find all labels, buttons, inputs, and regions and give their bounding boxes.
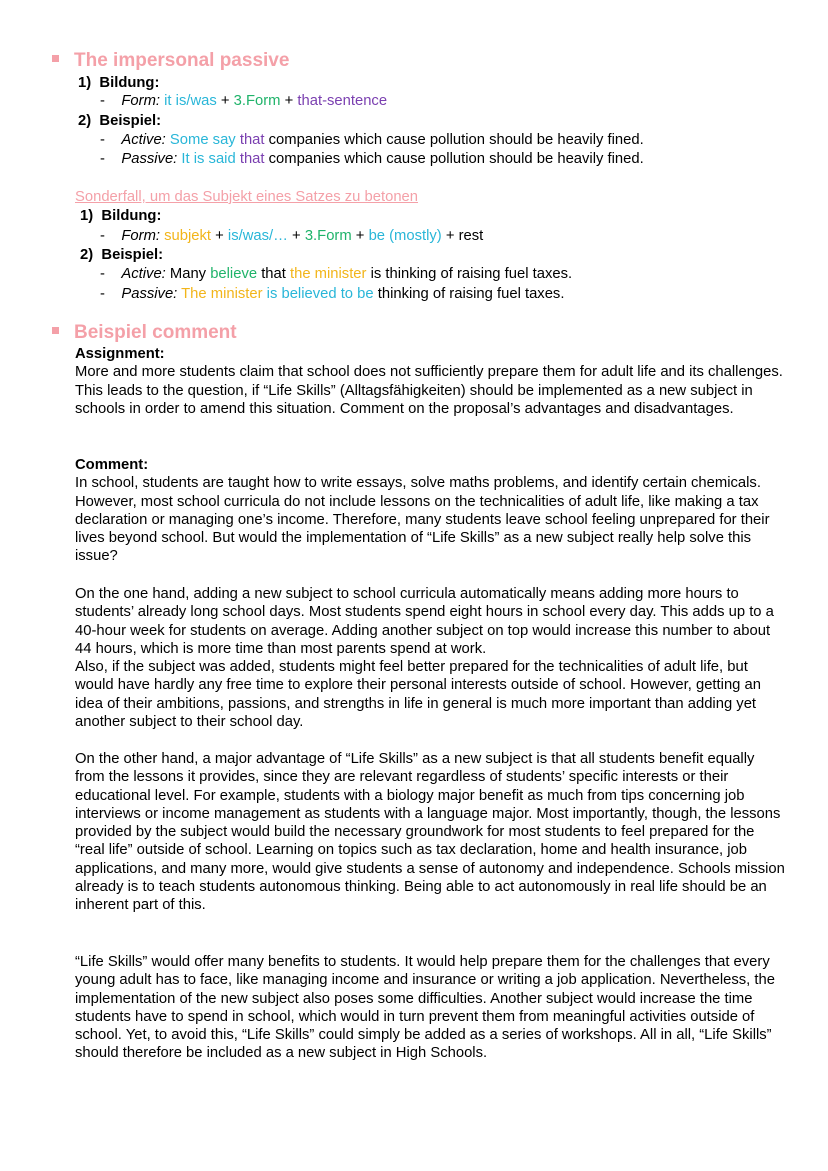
sonder-form-line: - Form: subjekt + is/was/… + 3.Form + be (mostly) + rest	[100, 228, 484, 244]
square-bullet-icon	[52, 55, 59, 62]
assignment-text: More and more students claim that school does not sufficiently prepare them for adult life and its challenges. This leads to the question, if “Life Skills” (Alltagsfähigkeiten) should be implemented as a new subject in schools in order to amend this situation. Comment on the proposal’s advantages and disadvantages.	[75, 364, 783, 417]
bildung-heading: 1) Bildung:	[78, 75, 160, 91]
form-line: - Form: it is/was + 3.Form + that-sentence	[100, 93, 388, 109]
comment-paragraph-2b: Also, if the subject was added, students might feel better prepared for the technicalities of adult life, but would have hardly any free time to explore their personal interests outside of school. However, getting an idea of their ambitions, passions, and strengths in life in general is much more important than adding yet another subject to their school day.	[75, 659, 761, 731]
sonderfall-heading: Sonderfall, um das Subjekt eines Satzes zu betonen	[75, 189, 419, 205]
active-example: - Active: Some say that companies which cause pollution should be heavily fined.	[100, 132, 644, 148]
sonder-bildung-heading: 1) Bildung:	[80, 208, 162, 224]
comment-label: Comment:	[75, 457, 149, 473]
comment-paragraph-2	[75, 585, 785, 731]
passive-example: - Passive: It is said that companies which cause pollution should be heavily fined.	[100, 151, 644, 167]
comment-paragraph-4: “Life Skills” would offer many benefits to students. It would help prepare them for the challenges that every young adult has to face, like managing income and insurance or writing a job application. Nevertheless, the implementation of the new subject also poses some difficulties. Another subject would increase the time students have to spend in school, which would in turn prevent them from meaningful activities outside of school. Yet, to avoid this, “Life Skills” could simply be added as a series of workshops. All in all, “Life Skills” should therefore be included as a new subject in High Schools.	[75, 954, 775, 1062]
assignment-label: Assignment:	[75, 346, 165, 362]
section-heading-beispiel-comment: Beispiel comment	[52, 322, 237, 344]
sonder-beispiel-heading: 2) Beispiel:	[80, 247, 164, 263]
assignment-block	[75, 345, 785, 418]
section-heading-impersonal-passive: The impersonal passive	[52, 50, 289, 72]
comment-paragraph-3: On the other hand, a major advantage of “Life Skills” as a new subject is that all students benefit equally from the lessons it provides, since they are relevant regardless of students’ specific interests or their educational level. For example, students with a biology major benefit as much from tips concerning job interviews or income management as students with a language major. Most importantly, though, the lessons provided by the subject would build the necessary groundwork for most students to feel prepared for the “real life” outside of school. Learning on topics such as tax declaration, home and health insurance, job applications, and many more, would give students a sense of autonomy and independence. Schools mission already is to teach students autonomous thinking. Being able to act autonomously in real life should be an inherent part of this.	[75, 751, 785, 914]
comment-paragraph-2a: On the one hand, adding a new subject to school curricula automatically means adding more hours to students’ already long school days. Most students spend eight hours in school every day. This adds up to a 40-hour week for students on average. Adding another subject on top would increase this number to about 44 hours, which is more time than most parents spend at work.	[75, 586, 774, 657]
beispiel-heading: 2) Beispiel:	[78, 113, 162, 129]
comment-block	[75, 456, 785, 566]
sonder-passive-example: - Passive: The minister is believed to be thinking of raising fuel taxes.	[100, 286, 565, 302]
sonder-active-example: - Active: Many believe that the minister is thinking of raising fuel taxes.	[100, 266, 573, 282]
comment-paragraph-1: In school, students are taught how to write essays, solve maths problems, and identify certain chemicals. However, most school curricula do not include lessons on the technicalities of adult life, like making a tax declaration or managing one’s income. Therefore, many students leave school feeling unprepared for their lives beyond school. But would the implementation of “Life Skills” as a new subject really help solve this issue?	[75, 475, 770, 565]
square-bullet-icon	[52, 327, 59, 334]
